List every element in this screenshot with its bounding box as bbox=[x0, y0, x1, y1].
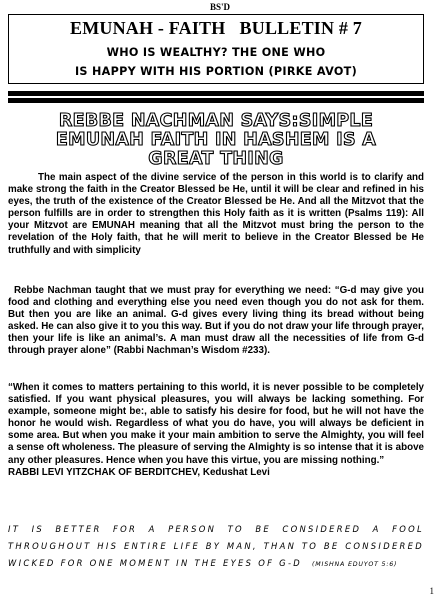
paragraph-wholeness bbox=[8, 382, 424, 479]
headline bbox=[8, 112, 424, 169]
headline-line-3: GREAT THING bbox=[148, 149, 284, 169]
divider-rule-top bbox=[8, 91, 424, 96]
page-number: 1 bbox=[429, 586, 434, 596]
paragraph-main-aspect: The main aspect of the divine service of the person in this world is to clarify and make strong the faith in the Creator Blessed be He, until it will be clear and refined in his eyes, the truth of the existence of the Creator Blessed be He. And all the Mitzvot that the person fulfills are in order to strengthen this Holy faith as it is written (Psalms 119): All your Mitzvot are EMUNAH meaning that all the Mitzvot must bring the person to the revelation of the Holy faith, that he will merit to believe in the Creator Blessed be He truthfully and with simplicity bbox=[8, 172, 424, 256]
footer-quote bbox=[8, 521, 424, 573]
bsd-label: BS'D bbox=[209, 2, 230, 12]
bulletin-title: EMUNAH - FAITH BULLETIN # 7 bbox=[70, 18, 362, 38]
bulletin-header-box bbox=[8, 14, 424, 84]
headline-line-1: REBBE NACHMAN SAYS:SIMPLE bbox=[58, 111, 374, 131]
subtitle-line-2: IS HAPPY WITH HIS PORTION (PIRKE AVOT) bbox=[74, 65, 358, 78]
paragraph-wholeness-attribution: RABBI LEVI YITZCHAK OF BERDITCHEV, Kedushat Levi bbox=[8, 466, 270, 478]
paragraph-wholeness-text: “When it comes to matters pertaining to this world, it is never possible to be completely satisfied. If you want physical pleasures, you will always be lacking something. For example, someone might be:, able to satisfy his desire for food, but he will not have the honor he would wish. Regardless of what you do have, you will always be deficient in some area. But when you make it your main ambition to serve the Almighty, you will feel a sense oft wholeness. The pleasure of serving the Almighty is so intense that it is above any other pleasures. Hence when you have this virtue, you are missing nothing.” bbox=[8, 382, 424, 466]
paragraph-prayer: Rebbe Nachman taught that we must pray for everything we need: “G-d may give you food and clothing and everything else you need even though you do not ask for them. But then you are like an animal. G-d gives every living thing its bread without being asked. He can also give it to you this way. But if you do not draw your life through prayer, then your life is like an animal’s. A man must draw all the necessities of life from G-d through prayer alone” (Rabbi Nachman’s Wisdom #233). bbox=[8, 285, 424, 357]
divider-rule-bottom bbox=[8, 98, 424, 103]
subtitle-line-1: WHO IS WEALTHY? THE ONE WHO bbox=[106, 46, 326, 59]
footer-quote-source: (MISHNA EDUYOT 5:6) bbox=[312, 561, 398, 568]
bulletin-subtitle bbox=[9, 43, 423, 81]
footer-quote-text: IT IS BETTER FOR A PERSON TO BE CONSIDERED A FOOL THROUGHOUT HIS ENTIRE LIFE BY MAN, THAN TO BE CONSIDERED WICKED FOR ONE MOMENT IN THE EYES OF G-D bbox=[8, 524, 424, 568]
headline-line-2: EMUNAH FAITH IN HASHEM IS A bbox=[55, 130, 377, 150]
